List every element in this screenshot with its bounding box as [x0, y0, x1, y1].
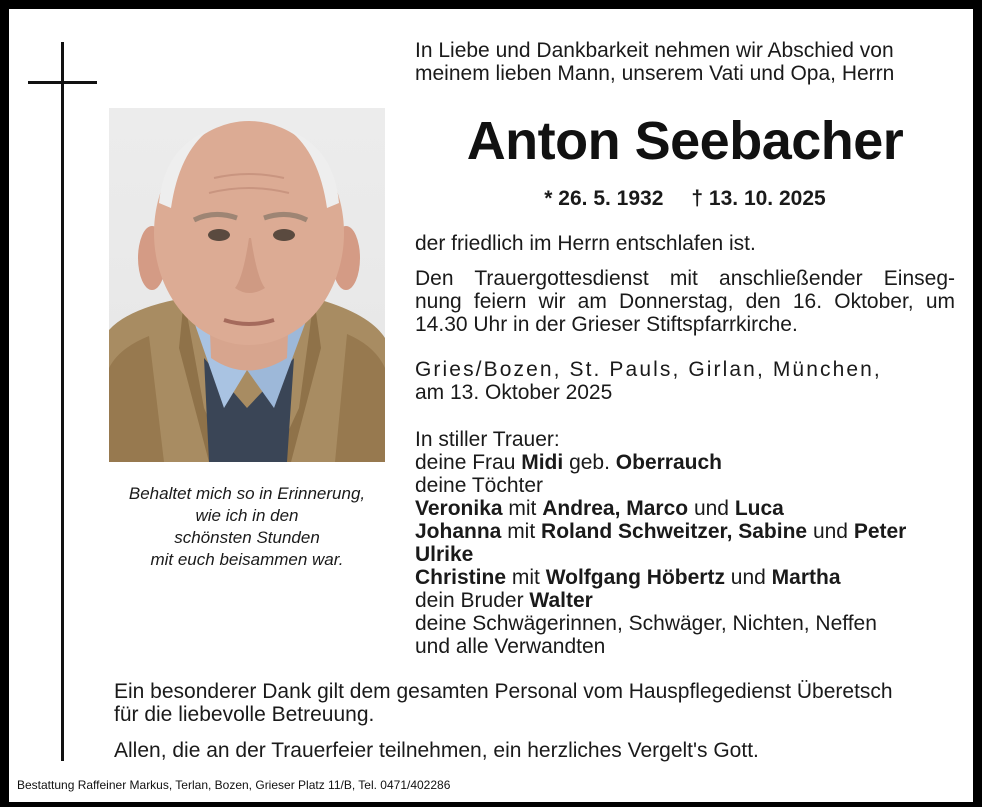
intro-line: In Liebe und Dankbarkeit nehmen wir Abschied von	[415, 39, 894, 62]
mourner-inlaws: deine Schwägerinnen, Schwäger, Nichten, Neffen	[415, 612, 877, 635]
places-date: am 13. Oktober 2025	[415, 381, 613, 404]
closing-text: Allen, die an der Trauerfeier teilnehmen, ein herzliches Vergelt's Gott.	[114, 739, 759, 762]
mourner-veronika: Veronika mit Andrea, Marco und Luca	[415, 497, 784, 520]
places-text	[415, 358, 882, 404]
mourners-heading: In stiller Trauer:	[415, 428, 560, 451]
portrait-photo	[109, 108, 385, 462]
death-date: † 13. 10. 2025	[691, 187, 826, 210]
mourner-wife: deine Frau Midi geb. Oberrauch	[415, 451, 722, 474]
passed-text: der friedlich im Herrn entschlafen ist.	[415, 232, 756, 255]
intro-line: meinem lieben Mann, unserem Vati und Opa, Herrn	[415, 62, 895, 85]
mourner-daughters-label: deine Töchter	[415, 474, 544, 497]
memorial-quote	[105, 483, 389, 571]
mourner-relatives: und alle Verwandten	[415, 635, 606, 658]
cross-icon	[61, 42, 64, 761]
thanks-line: für die liebevolle Betreuung.	[114, 703, 375, 726]
quote-line: Behaltet mich so in Erinnerung,	[128, 484, 366, 503]
quote-line: schönsten Stunden	[174, 528, 320, 547]
mourner-johanna: Johanna mit Roland Schweitzer, Sabine und Peter	[415, 520, 907, 543]
mourner-christine: Christine mit Wolfgang Höbertz und Martha	[415, 566, 841, 589]
mourners-list	[415, 428, 906, 658]
life-dates	[415, 187, 955, 211]
thanks-text	[114, 680, 893, 726]
birth-date: * 26. 5. 1932	[544, 187, 664, 210]
thanks-line: Ein besonderer Dank gilt dem gesamten Personal vom Hauspflegedienst Überetsch	[114, 680, 893, 703]
cross-icon-beam	[28, 81, 97, 84]
places-line: Gries/Bozen, St. Pauls, Girlan, München,	[415, 358, 882, 381]
deceased-name: Anton Seebacher	[466, 111, 904, 171]
quote-line: wie ich in den	[195, 506, 299, 525]
service-line: Den Trauergottesdienst mit anschließender Einseg-	[415, 267, 955, 290]
intro-text	[415, 39, 894, 85]
mourner-ulrike: Ulrike	[415, 543, 474, 566]
funeral-service-text	[415, 267, 955, 336]
mourner-brother: dein Bruder Walter	[415, 589, 593, 612]
quote-line: mit euch beisammen war.	[150, 550, 344, 569]
service-line: 14.30 Uhr in der Grieser Stiftspfarrkirche.	[415, 313, 798, 336]
portrait-illustration	[109, 108, 385, 462]
funeral-home-footer: Bestattung Raffeiner Markus, Terlan, Bozen, Grieser Platz 11/B, Tel. 0471/402286	[17, 778, 451, 792]
service-line: nung feiern wir am Donnerstag, den 16. Oktober, um	[415, 290, 955, 313]
